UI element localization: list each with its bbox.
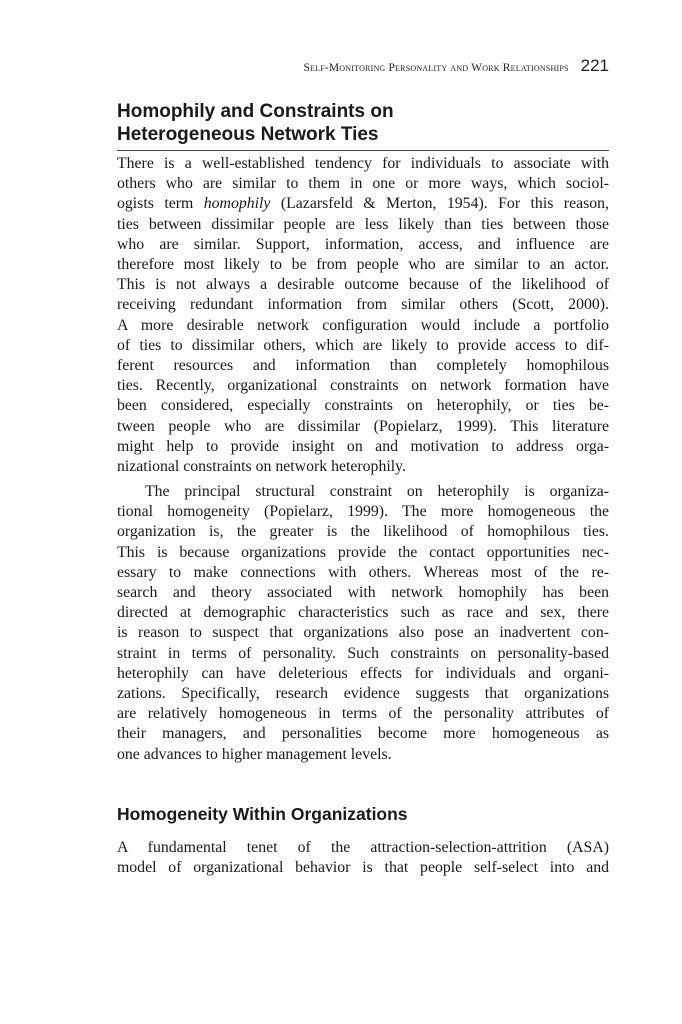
text-line: model of organizational behavior is that people self-select into and <box>117 859 609 877</box>
text-line: This is because organizations provide the contact opportunities nec- <box>117 543 609 561</box>
section-heading-homogeneity: Homogeneity Within Organizations <box>117 804 408 824</box>
text-line: nizational constraints on network heterophily. <box>117 458 406 476</box>
text-line: directed at demographic characteristics such as race and sex, there <box>117 604 609 622</box>
paragraph-2 <box>117 482 609 765</box>
text-line: heterophily can have deleterious effects for individuals and organi- <box>117 664 609 682</box>
text-fragment: (Lazarsfeld & Merton, 1954). For this reason, <box>280 195 609 213</box>
section-heading-line-1: Homophily and Constraints on <box>117 101 394 122</box>
text-line: are relatively homogeneous in terms of the personality attributes of <box>117 705 609 723</box>
text-line: essary to make connections with others. Whereas most of the re- <box>117 563 609 581</box>
paragraph-3 <box>117 838 609 878</box>
paragraph-1 <box>117 154 609 477</box>
text-line: of ties to dissimilar others, which are likely to provide access to dif- <box>117 336 609 354</box>
text-line: one advances to higher management levels. <box>117 745 392 763</box>
text-line: A more desirable network configuration would include a portfolio <box>117 316 609 334</box>
text-line: their managers, and personalities become more homogeneous as <box>117 725 609 743</box>
text-line: The principal structural constraint on heterophily is organiza- <box>145 483 609 500</box>
text-line: tween people who are dissimilar (Popielarz, 1999). This literature <box>117 417 609 435</box>
section-heading-line-2: Heterogeneous Network Ties <box>117 124 379 145</box>
text-fragment: ogists term <box>117 195 194 213</box>
text-line: A fundamental tenet of the attraction-selection-attrition (ASA) <box>117 839 609 856</box>
text-line: is reason to suspect that organizations also pose an inadvertent con- <box>117 624 609 642</box>
text-line: This is not always a desirable outcome because of the likelihood of <box>117 276 609 294</box>
text-line: ferent resources and information than completely homophilous <box>117 357 609 375</box>
text-line: tional homogeneity (Popielarz, 1999). The more homogeneous the <box>117 503 609 521</box>
text-line: been considered, especially constraints on heterophily, or ties be- <box>117 397 609 415</box>
text-line: straint in terms of personality. Such constraints on personality-based <box>117 644 609 662</box>
text-line: might help to provide insight on and motivation to address orga- <box>117 437 609 455</box>
text-line: receiving redundant information from similar others (Scott, 2000). <box>117 296 609 314</box>
section-heading-homophily <box>117 100 609 151</box>
running-title: Self-Monitoring Personality and Work Relationships <box>303 62 569 74</box>
page-number: 221 <box>580 56 609 75</box>
text-line: search and theory associated with network homophily has been <box>117 584 609 602</box>
text-line: ties. Recently, organizational constraints on network formation have <box>117 377 609 395</box>
text-line: therefore most likely to be from people who are similar to an actor. <box>117 256 609 274</box>
text-line: others who are similar to them in one or more ways, which sociol- <box>117 175 609 193</box>
text-line: organization is, the greater is the likelihood of homophilous ties. <box>117 523 609 541</box>
text-line-with-term <box>117 194 609 214</box>
text-line: who are similar. Support, information, access, and influence are <box>117 235 609 253</box>
running-header <box>117 56 609 76</box>
text-line: ties between dissimilar people are less likely than ties between those <box>117 215 609 233</box>
text-line: zations. Specifically, research evidence suggests that organizations <box>117 685 609 703</box>
italic-term-homophily: homophily <box>203 195 271 213</box>
text-line: There is a well-established tendency for individuals to associate with <box>117 155 609 172</box>
